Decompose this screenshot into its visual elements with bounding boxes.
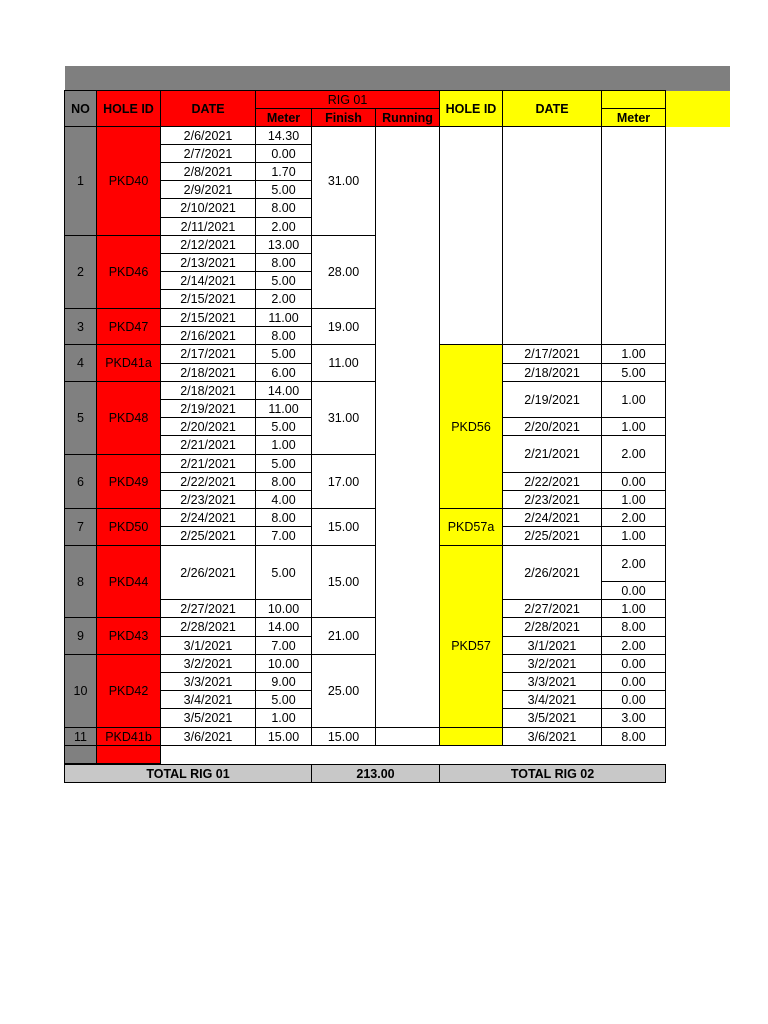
entry-meter: 9.00 xyxy=(255,672,312,691)
rig02-entry-meter: 0.00 xyxy=(601,672,666,691)
rig02-entry-date: 3/6/2021 xyxy=(502,727,602,746)
rig02-entry-date: 3/2/2021 xyxy=(502,654,602,673)
entry-meter: 14.00 xyxy=(255,381,312,400)
rig02-entry-meter: 1.00 xyxy=(601,599,666,618)
rig02-date-blank xyxy=(502,126,602,345)
rig02-entry-meter: 2.00 xyxy=(601,435,666,473)
entry-date: 2/11/2021 xyxy=(160,217,256,236)
entry-date: 2/25/2021 xyxy=(160,526,256,546)
entry-meter: 5.00 xyxy=(255,454,312,473)
entry-date: 2/16/2021 xyxy=(160,326,256,345)
rig02-entry-meter: 1.00 xyxy=(601,344,666,364)
entry-date: 2/9/2021 xyxy=(160,180,256,199)
hole-id: PKD43 xyxy=(96,617,161,655)
entry-meter: 14.30 xyxy=(255,126,312,145)
header-running: Running xyxy=(375,108,440,127)
entry-meter: 1.00 xyxy=(255,708,312,728)
entry-meter: 5.00 xyxy=(255,545,312,600)
hole-finish: 21.00 xyxy=(311,617,376,655)
entry-meter: 4.00 xyxy=(255,490,312,509)
rig02-meter-blank xyxy=(601,126,666,345)
hole-finish: 15.00 xyxy=(311,727,376,746)
entry-meter: 8.00 xyxy=(255,326,312,345)
entry-date: 2/26/2021 xyxy=(160,545,256,600)
entry-meter: 5.00 xyxy=(255,417,312,436)
rig02-entry-meter: 0.00 xyxy=(601,690,666,709)
entry-date: 3/5/2021 xyxy=(160,708,256,728)
blank-cell xyxy=(375,727,440,746)
entry-date: 2/17/2021 xyxy=(160,344,256,364)
entry-meter: 5.00 xyxy=(255,690,312,709)
rig02-entry-meter: 1.00 xyxy=(601,381,666,418)
entry-meter: 1.70 xyxy=(255,162,312,181)
blank-cell xyxy=(502,727,602,746)
entry-date: 2/15/2021 xyxy=(160,289,256,309)
entry-meter: 13.00 xyxy=(255,235,312,254)
total-rig01-label: TOTAL RIG 01 xyxy=(64,764,312,783)
rig02-entry-meter: 2.00 xyxy=(601,545,666,582)
entry-date: 3/2/2021 xyxy=(160,654,256,673)
rig02-hole-id: PKD57 xyxy=(439,545,503,746)
rig02-entry-meter: 0.00 xyxy=(601,654,666,673)
entry-meter: 6.00 xyxy=(255,363,312,382)
rig02-entry-meter: 0.00 xyxy=(601,472,666,491)
entry-date: 2/27/2021 xyxy=(160,599,256,618)
rig02-entry-meter: 2.00 xyxy=(601,508,666,527)
hole-id: PKD44 xyxy=(96,545,161,618)
hole-no: 1 xyxy=(64,126,97,236)
blank-cell xyxy=(255,727,312,746)
rig02-entry-date: 2/22/2021 xyxy=(502,472,602,491)
header-finish: Finish xyxy=(311,108,376,127)
entry-meter: 14.00 xyxy=(255,617,312,637)
hole-id: PKD48 xyxy=(96,381,161,455)
entry-date: 2/24/2021 xyxy=(160,508,256,527)
entry-date: 2/8/2021 xyxy=(160,162,256,181)
header-hole-id-2: HOLE ID xyxy=(439,90,503,127)
blank-cell xyxy=(601,727,666,746)
entry-date: 3/6/2021 xyxy=(160,727,256,746)
blank-cell xyxy=(160,727,256,746)
rig02-entry-date: 2/19/2021 xyxy=(502,381,602,418)
hole-id: PKD40 xyxy=(96,126,161,236)
header-blank xyxy=(601,90,666,109)
blank-hole-2 xyxy=(439,727,503,746)
entry-date: 2/21/2021 xyxy=(160,454,256,473)
hole-finish: 11.00 xyxy=(311,344,376,382)
rig02-entry-meter: 8.00 xyxy=(601,727,666,746)
header-date-2: DATE xyxy=(502,90,602,127)
entry-meter: 11.00 xyxy=(255,399,312,418)
hole-id: PKD50 xyxy=(96,508,161,546)
entry-meter: 7.00 xyxy=(255,526,312,546)
entry-date: 3/3/2021 xyxy=(160,672,256,691)
entry-date: 3/1/2021 xyxy=(160,636,256,655)
rig02-hole-blank xyxy=(439,126,503,345)
hole-no: 3 xyxy=(64,308,97,345)
header-hole-id: HOLE ID xyxy=(96,90,161,127)
entry-date: 2/28/2021 xyxy=(160,617,256,637)
header-meter: Meter xyxy=(255,108,312,127)
entry-meter: 10.00 xyxy=(255,654,312,673)
blank-hole xyxy=(96,745,161,764)
rig02-entry-meter: 0.00 xyxy=(601,581,666,600)
entry-date: 3/4/2021 xyxy=(160,690,256,709)
entry-date: 2/15/2021 xyxy=(160,308,256,327)
rig02-entry-meter: 1.00 xyxy=(601,526,666,546)
rig02-entry-date: 3/3/2021 xyxy=(502,672,602,691)
hole-id: PKD41b xyxy=(96,727,161,746)
hole-finish: 17.00 xyxy=(311,454,376,509)
hole-finish: 31.00 xyxy=(311,126,376,236)
header-fill xyxy=(665,91,730,127)
hole-no: 2 xyxy=(64,235,97,309)
entry-date: 2/18/2021 xyxy=(160,381,256,400)
entry-date: 2/12/2021 xyxy=(160,235,256,254)
entry-date: 2/14/2021 xyxy=(160,271,256,290)
entry-date: 2/23/2021 xyxy=(160,490,256,509)
rig02-entry-meter: 3.00 xyxy=(601,708,666,728)
rig02-entry-date: 2/28/2021 xyxy=(502,617,602,637)
entry-meter: 8.00 xyxy=(255,198,312,218)
header-rig01: RIG 01 xyxy=(255,90,440,109)
entry-meter: 15.00 xyxy=(255,727,312,746)
entry-meter: 10.00 xyxy=(255,599,312,618)
entry-meter: 2.00 xyxy=(255,289,312,309)
rig02-entry-meter: 5.00 xyxy=(601,363,666,382)
entry-meter: 8.00 xyxy=(255,472,312,491)
hole-no: 9 xyxy=(64,617,97,655)
rig02-hole-id: PKD56 xyxy=(439,344,503,509)
entry-date: 2/7/2021 xyxy=(160,144,256,163)
entry-meter: 1.00 xyxy=(255,435,312,455)
entry-meter: 7.00 xyxy=(255,636,312,655)
hole-finish: 25.00 xyxy=(311,654,376,728)
hole-no: 11 xyxy=(64,727,97,746)
entry-date: 2/19/2021 xyxy=(160,399,256,418)
entry-date: 2/10/2021 xyxy=(160,198,256,218)
entry-date: 2/22/2021 xyxy=(160,472,256,491)
entry-date: 2/13/2021 xyxy=(160,253,256,272)
total-rig02-label: TOTAL RIG 02 xyxy=(439,764,666,783)
header-date: DATE xyxy=(160,90,256,127)
rig02-entry-meter: 1.00 xyxy=(601,417,666,436)
entry-meter: 8.00 xyxy=(255,253,312,272)
entry-date: 2/20/2021 xyxy=(160,417,256,436)
hole-finish: 19.00 xyxy=(311,308,376,345)
entry-meter: 0.00 xyxy=(255,144,312,163)
rig02-entry-date: 3/4/2021 xyxy=(502,690,602,709)
rig02-entry-date: 2/24/2021 xyxy=(502,508,602,527)
rig02-entry-date: 2/27/2021 xyxy=(502,599,602,618)
rig02-entry-date: 2/17/2021 xyxy=(502,344,602,364)
rig02-entry-meter: 8.00 xyxy=(601,617,666,637)
header-meter-2: Meter xyxy=(601,108,666,127)
rig02-entry-date: 2/18/2021 xyxy=(502,363,602,382)
entry-meter: 5.00 xyxy=(255,180,312,199)
rig02-entry-date: 2/21/2021 xyxy=(502,435,602,473)
rig02-entry-meter: 2.00 xyxy=(601,636,666,655)
rig02-entry-date: 2/26/2021 xyxy=(502,545,602,600)
blank-cell xyxy=(311,727,376,746)
hole-id: PKD47 xyxy=(96,308,161,345)
hole-id: PKD49 xyxy=(96,454,161,509)
rig02-hole-id: PKD57a xyxy=(439,508,503,546)
entry-meter: 5.00 xyxy=(255,344,312,364)
hole-id: PKD41a xyxy=(96,344,161,382)
entry-meter: 8.00 xyxy=(255,508,312,527)
rig02-entry-date: 3/1/2021 xyxy=(502,636,602,655)
blank-no xyxy=(64,745,97,764)
hole-no: 6 xyxy=(64,454,97,509)
hole-no: 8 xyxy=(64,545,97,618)
hole-no: 7 xyxy=(64,508,97,546)
hole-no: 10 xyxy=(64,654,97,728)
rig02-entry-meter: 1.00 xyxy=(601,490,666,509)
hole-finish: 15.00 xyxy=(311,545,376,618)
entry-date: 2/6/2021 xyxy=(160,126,256,145)
hole-finish: 15.00 xyxy=(311,508,376,546)
entry-meter: 11.00 xyxy=(255,308,312,327)
hole-id: PKD46 xyxy=(96,235,161,309)
rig02-entry-date: 2/23/2021 xyxy=(502,490,602,509)
hole-no: 5 xyxy=(64,381,97,455)
rig02-entry-date: 3/5/2021 xyxy=(502,708,602,728)
hole-id: PKD42 xyxy=(96,654,161,728)
hole-no: 4 xyxy=(64,344,97,382)
header-no: NO xyxy=(64,90,97,127)
entry-date: 2/18/2021 xyxy=(160,363,256,382)
total-rig01-value: 213.00 xyxy=(311,764,440,783)
rig02-entry-date: 2/25/2021 xyxy=(502,526,602,546)
rig02-entry-date: 2/20/2021 xyxy=(502,417,602,436)
running-column xyxy=(375,126,440,746)
hole-finish: 31.00 xyxy=(311,381,376,455)
hole-finish: 28.00 xyxy=(311,235,376,309)
entry-meter: 5.00 xyxy=(255,271,312,290)
entry-meter: 2.00 xyxy=(255,217,312,236)
title-bar xyxy=(65,66,730,91)
entry-date: 2/21/2021 xyxy=(160,435,256,455)
